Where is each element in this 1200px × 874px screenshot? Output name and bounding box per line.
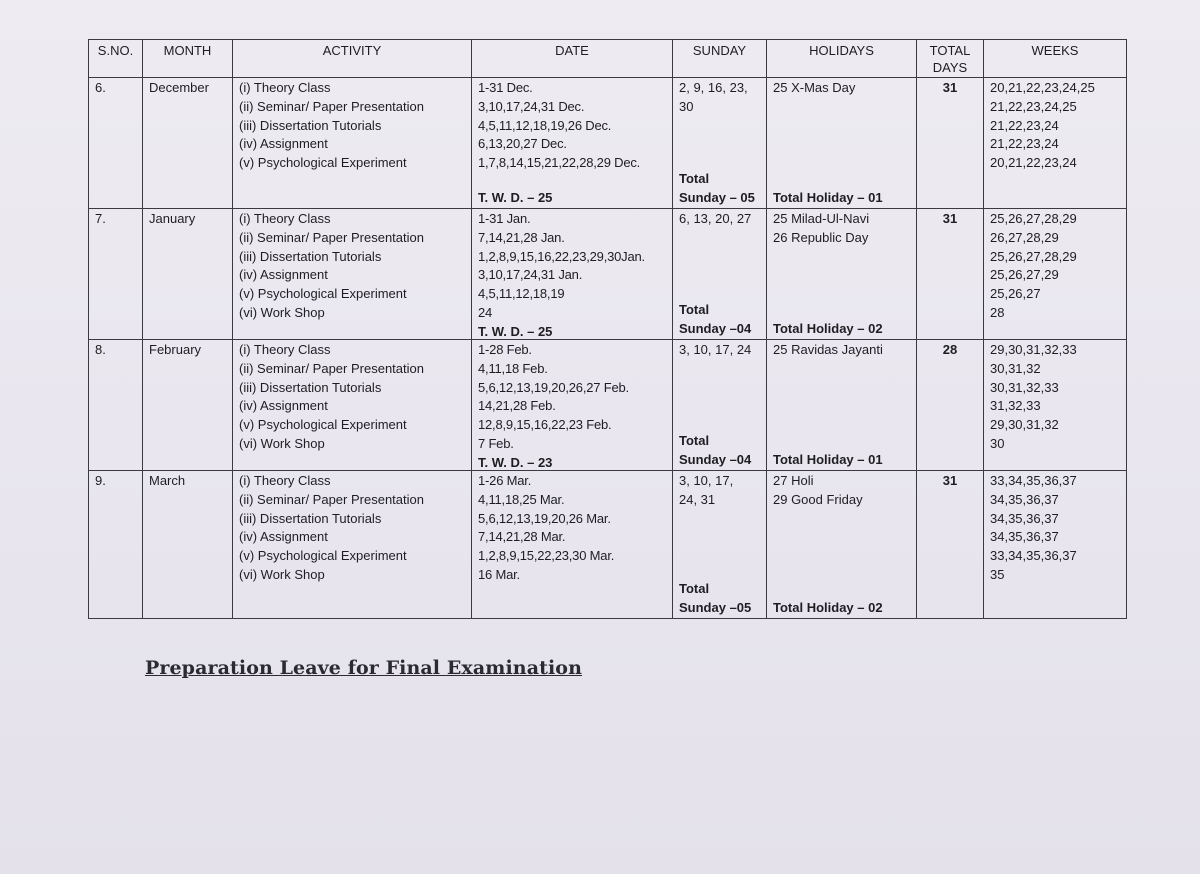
table-row	[89, 471, 1127, 619]
activity-item: (iv) Assignment	[239, 529, 328, 545]
date-item: 16 Mar.	[478, 566, 520, 582]
row-activities	[233, 209, 472, 340]
activity-item: (i) Theory Class	[239, 473, 331, 488]
weeks-item: 26,27,28,29	[990, 229, 1059, 245]
weeks-item: 33,34,35,36,37	[990, 473, 1077, 488]
date-item: 4,11,18,25 Mar.	[478, 491, 565, 507]
weeks-item: 25,26,27,28,29	[990, 248, 1077, 264]
date-item: 1,7,8,14,15,21,22,28,29 Dec.	[478, 155, 641, 171]
activity-item: (ii) Seminar/ Paper Presentation	[239, 98, 424, 114]
row-sundays	[673, 78, 767, 209]
date-item: 1-28 Feb.	[478, 342, 532, 357]
weeks-item: 20,21,22,23,24	[990, 155, 1077, 171]
date-item: 14,21,28 Feb.	[478, 398, 556, 414]
table-row	[89, 209, 1127, 340]
row-sno: 6.	[89, 78, 143, 209]
row-total-days: 31	[917, 78, 984, 209]
row-month: January	[143, 209, 233, 340]
holiday-item: 25 Milad-Ul-Navi	[773, 211, 870, 226]
row-total-days: 31	[917, 471, 984, 619]
row-dates	[472, 78, 673, 209]
weeks-item: 20,21,22,23,24,25	[990, 80, 1095, 95]
weeks-item: 29,30,31,32,33	[990, 342, 1077, 357]
activity-item: (ii) Seminar/ Paper Presentation	[239, 229, 424, 245]
header-total-days-line1: TOTAL	[929, 43, 971, 58]
row-weeks	[984, 340, 1127, 471]
weeks-item: 34,35,36,37	[990, 529, 1059, 545]
date-item: 12,8,9,15,16,22,23 Feb.	[478, 417, 612, 433]
weeks-item: 21,22,23,24	[990, 136, 1059, 152]
activity-item: (iv) Assignment	[239, 398, 328, 414]
activity-item: (iii) Dissertation Tutorials	[239, 379, 382, 395]
row-sundays	[673, 340, 767, 471]
date-item: 5,6,12,13,19,20,26,27 Feb.	[478, 379, 629, 395]
row-sundays	[673, 209, 767, 340]
holiday-item: 26 Republic Day	[773, 229, 869, 245]
header-total-days-line2: DAYS	[932, 60, 968, 75]
activity-item: (v) Psychological Experiment	[239, 417, 407, 433]
activity-item: (vi) Work Shop	[239, 435, 325, 451]
row-activities	[233, 78, 472, 209]
sunday-total-value: Sunday –04	[679, 452, 752, 468]
activity-item: (i) Theory Class	[239, 211, 331, 226]
sunday-dates: 6, 13, 20, 27	[679, 211, 752, 226]
row-dates	[472, 471, 673, 619]
weeks-item: 30,31,32	[990, 360, 1041, 376]
weeks-item: 25,26,27,28,29	[990, 211, 1077, 226]
activity-item: (ii) Seminar/ Paper Presentation	[239, 491, 424, 507]
activity-item: (iv) Assignment	[239, 267, 328, 283]
row-holidays	[767, 340, 917, 471]
working-days-total: T. W. D. – 23	[478, 454, 553, 470]
header-sno: S.NO.	[89, 40, 143, 78]
row-dates	[472, 209, 673, 340]
holiday-item: 27 Holi	[773, 473, 814, 488]
row-total-days: 28	[917, 340, 984, 471]
date-item: 4,5,11,12,18,19,26 Dec.	[478, 117, 612, 133]
activity-item: (iii) Dissertation Tutorials	[239, 510, 382, 526]
weeks-item: 28	[990, 304, 1005, 320]
weeks-item: 21,22,23,24	[990, 117, 1059, 133]
row-sno: 9.	[89, 471, 143, 619]
table-header-row	[89, 40, 1127, 78]
row-holidays	[767, 78, 917, 209]
holiday-item: 25 X-Mas Day	[773, 80, 856, 95]
date-item: 7,14,21,28 Jan.	[478, 229, 565, 245]
row-total-days: 31	[917, 209, 984, 340]
weeks-item: 21,22,23,24,25	[990, 98, 1077, 114]
date-item: 3,10,17,24,31 Dec.	[478, 98, 585, 114]
weeks-item: 25,26,27,29	[990, 267, 1059, 283]
row-sno: 8.	[89, 340, 143, 471]
holiday-item: 25 Ravidas Jayanti	[773, 342, 883, 357]
date-item: 7,14,21,28 Mar.	[478, 529, 566, 545]
row-month: February	[143, 340, 233, 471]
academic-calendar-table	[88, 39, 1127, 619]
date-item: 6,13,20,27 Dec.	[478, 136, 567, 152]
sunday-total-value: Sunday –04	[679, 321, 752, 337]
sunday-dates: 2, 9, 16, 23,	[679, 80, 748, 95]
sunday-total-label: Total	[679, 581, 710, 597]
row-activities	[233, 471, 472, 619]
date-item: 1-31 Jan.	[478, 211, 531, 226]
activity-item: (iii) Dissertation Tutorials	[239, 248, 382, 264]
row-weeks	[984, 209, 1127, 340]
weeks-item: 31,32,33	[990, 398, 1041, 414]
table-row	[89, 340, 1127, 471]
weeks-item: 30,31,32,33	[990, 379, 1059, 395]
sunday-total-label: Total	[679, 171, 710, 187]
date-item: 3,10,17,24,31 Jan.	[478, 267, 583, 283]
date-item: 4,5,11,12,18,19	[478, 286, 565, 302]
sunday-dates: 3, 10, 17,	[679, 473, 734, 488]
header-total-days	[917, 40, 984, 78]
table-row	[89, 78, 1127, 209]
holiday-total: Total Holiday – 01	[773, 190, 883, 206]
weeks-item: 33,34,35,36,37	[990, 548, 1077, 564]
activity-item: (v) Psychological Experiment	[239, 155, 407, 171]
row-weeks	[984, 78, 1127, 209]
row-holidays	[767, 471, 917, 619]
holiday-total: Total Holiday – 01	[773, 452, 883, 468]
table-body	[89, 78, 1127, 619]
sunday-dates: 3, 10, 17, 24	[679, 342, 752, 357]
activity-item: (iii) Dissertation Tutorials	[239, 117, 382, 133]
working-days-total: T. W. D. – 25	[478, 323, 553, 339]
sunday-dates: 30	[679, 98, 694, 114]
sunday-total-label: Total	[679, 302, 710, 318]
activity-item: (iv) Assignment	[239, 136, 328, 152]
date-item: 24	[478, 304, 493, 320]
working-days-total: T. W. D. – 25	[478, 190, 553, 206]
row-sno: 7.	[89, 209, 143, 340]
row-weeks	[984, 471, 1127, 619]
activity-item: (ii) Seminar/ Paper Presentation	[239, 360, 424, 376]
header-date: DATE	[472, 40, 673, 78]
sunday-dates: 24, 31	[679, 491, 716, 507]
header-holidays: HOLIDAYS	[767, 40, 917, 78]
activity-item: (vi) Work Shop	[239, 566, 325, 582]
weeks-item: 25,26,27	[990, 286, 1041, 302]
activity-item: (v) Psychological Experiment	[239, 286, 407, 302]
sunday-total-label: Total	[679, 433, 710, 449]
header-weeks: WEEKS	[984, 40, 1127, 78]
date-item: 1-31 Dec.	[478, 80, 533, 95]
weeks-item: 29,30,31,32	[990, 417, 1059, 433]
holiday-total: Total Holiday – 02	[773, 321, 883, 337]
date-item: 7 Feb.	[478, 435, 514, 451]
weeks-item: 30	[990, 435, 1005, 451]
sunday-total-value: Sunday –05	[679, 600, 752, 616]
activity-item: (i) Theory Class	[239, 342, 331, 357]
date-item: 5,6,12,13,19,20,26 Mar.	[478, 510, 611, 526]
activity-item: (vi) Work Shop	[239, 304, 325, 320]
row-activities	[233, 340, 472, 471]
activity-item: (v) Psychological Experiment	[239, 548, 407, 564]
activity-item: (i) Theory Class	[239, 80, 331, 95]
header-month: MONTH	[143, 40, 233, 78]
date-item: 1-26 Mar.	[478, 473, 532, 488]
header-activity: ACTIVITY	[233, 40, 472, 78]
sunday-total-value: Sunday – 05	[679, 190, 755, 206]
section-heading: Preparation Leave for Final Examination	[145, 657, 582, 679]
date-item: 4,11,18 Feb.	[478, 360, 548, 376]
row-dates	[472, 340, 673, 471]
row-holidays	[767, 209, 917, 340]
row-month: March	[143, 471, 233, 619]
date-item: 1,2,8,9,15,16,22,23,29,30Jan.	[478, 248, 645, 264]
holiday-total: Total Holiday – 02	[773, 600, 883, 616]
row-sundays	[673, 471, 767, 619]
row-month: December	[143, 78, 233, 209]
date-item: 1,2,8,9,15,22,23,30 Mar.	[478, 548, 615, 564]
weeks-item: 35	[990, 566, 1005, 582]
header-sunday: SUNDAY	[673, 40, 767, 78]
weeks-item: 34,35,36,37	[990, 510, 1059, 526]
weeks-item: 34,35,36,37	[990, 491, 1059, 507]
holiday-item: 29 Good Friday	[773, 491, 863, 507]
